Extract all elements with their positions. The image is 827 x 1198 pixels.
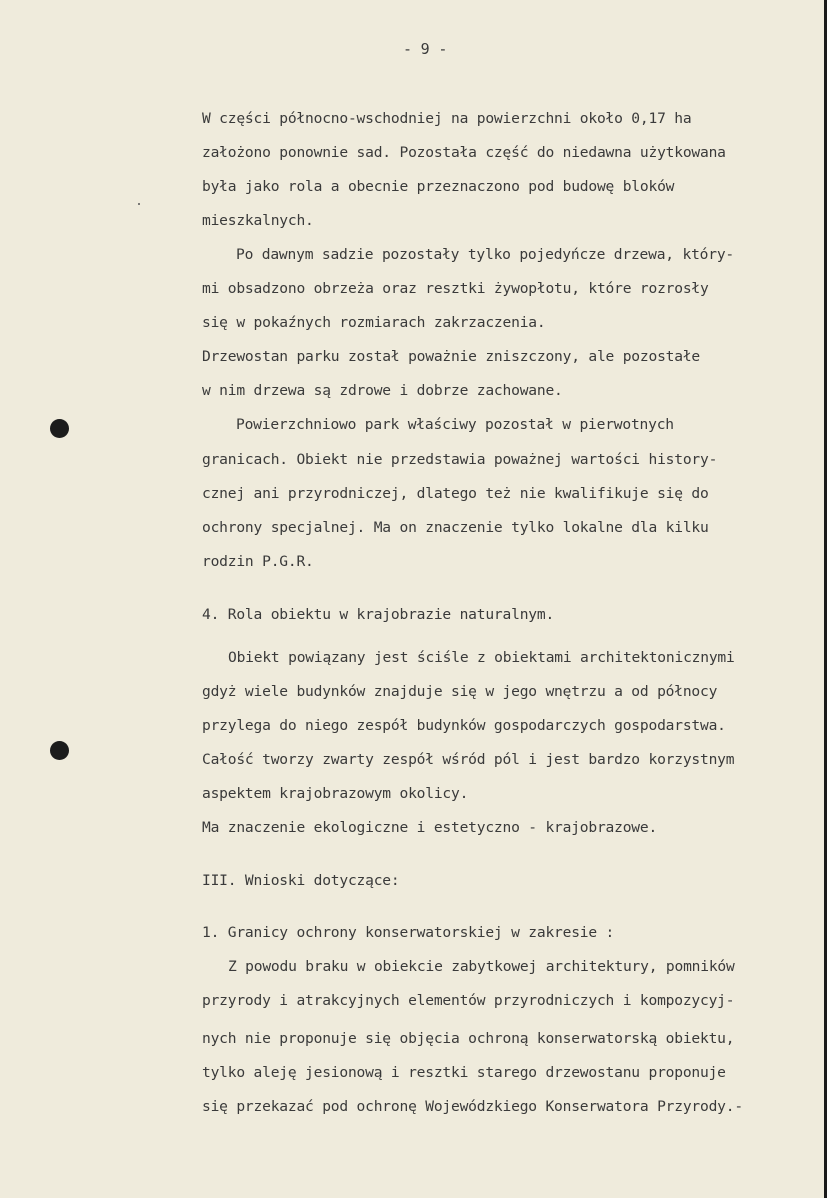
- text-line: Drzewostan parku został poważnie zniszczony, ale pozostałe: [202, 348, 700, 365]
- text-line: nych nie proponuje się objęcia ochroną konserwatorską obiektu,: [202, 1030, 735, 1047]
- text-line: gdyż wiele budynków znajduje się w jego wnętrzu a od północy: [202, 683, 718, 700]
- text-line: tylko aleję jesionową i resztki starego drzewostanu proponuje: [202, 1064, 726, 1081]
- text-line: się przekazać pod ochronę Wojewódzkiego Konserwatora Przyrody.-: [202, 1098, 743, 1115]
- text-line: Z powodu braku w obiekcie zabytkowej architektury, pomników: [228, 958, 735, 975]
- page-number: - 9 -: [403, 40, 448, 58]
- text-line: mieszkalnych.: [202, 212, 314, 229]
- text-line: się w pokaźnych rozmiarach zakrzaczenia.: [202, 314, 546, 331]
- text-line: granicach. Obiekt nie przedstawia poważnej wartości history-: [202, 451, 718, 468]
- text-line: W części północno-wschodniej na powierzchni około 0,17 ha: [202, 110, 692, 127]
- text-line: ochrony specjalnej. Ma on znaczenie tylko lokalne dla kilku: [202, 519, 709, 536]
- section-heading: III. Wnioski dotyczące:: [202, 872, 400, 889]
- text-line: Powierzchniowo park właściwy pozostał w pierwotnych: [236, 416, 674, 433]
- text-line: była jako rola a obecnie przeznaczono pod budowę bloków: [202, 178, 675, 195]
- section-heading: 4. Rola obiektu w krajobrazie naturalnym.: [202, 606, 555, 623]
- paper-speck: [138, 203, 140, 205]
- punch-hole: [50, 419, 69, 438]
- text-line: Po dawnym sadzie pozostały tylko pojedyńcze drzewa, który-: [236, 246, 734, 263]
- subsection-heading: 1. Granicy ochrony konserwatorskiej w zakresie :: [202, 924, 615, 941]
- text-line: przylega do niego zespół budynków gospodarczych gospodarstwa.: [202, 717, 726, 734]
- text-line: przyrody i atrakcyjnych elementów przyrodniczych i kompozycyj-: [202, 992, 735, 1009]
- text-line: cznej ani przyrodniczej, dlatego też nie kwalifikuje się do: [202, 485, 709, 502]
- text-line: Ma znaczenie ekologiczne i estetyczno - krajobrazowe.: [202, 819, 658, 836]
- text-line: aspektem krajobrazowym okolicy.: [202, 785, 469, 802]
- text-line: mi obsadzono obrzeża oraz resztki żywopłotu, które rozrosły: [202, 280, 709, 297]
- text-line: założono ponownie sad. Pozostała część do niedawna użytkowana: [202, 144, 726, 161]
- text-line: w nim drzewa są zdrowe i dobrze zachowane.: [202, 382, 563, 399]
- punch-hole: [50, 741, 69, 760]
- text-line: Całość tworzy zwarty zespół wśród pól i jest bardzo korzystnym: [202, 751, 735, 768]
- text-line: Obiekt powiązany jest ściśle z obiektami architektonicznymi: [228, 649, 735, 666]
- text-line: rodzin P.G.R.: [202, 553, 314, 570]
